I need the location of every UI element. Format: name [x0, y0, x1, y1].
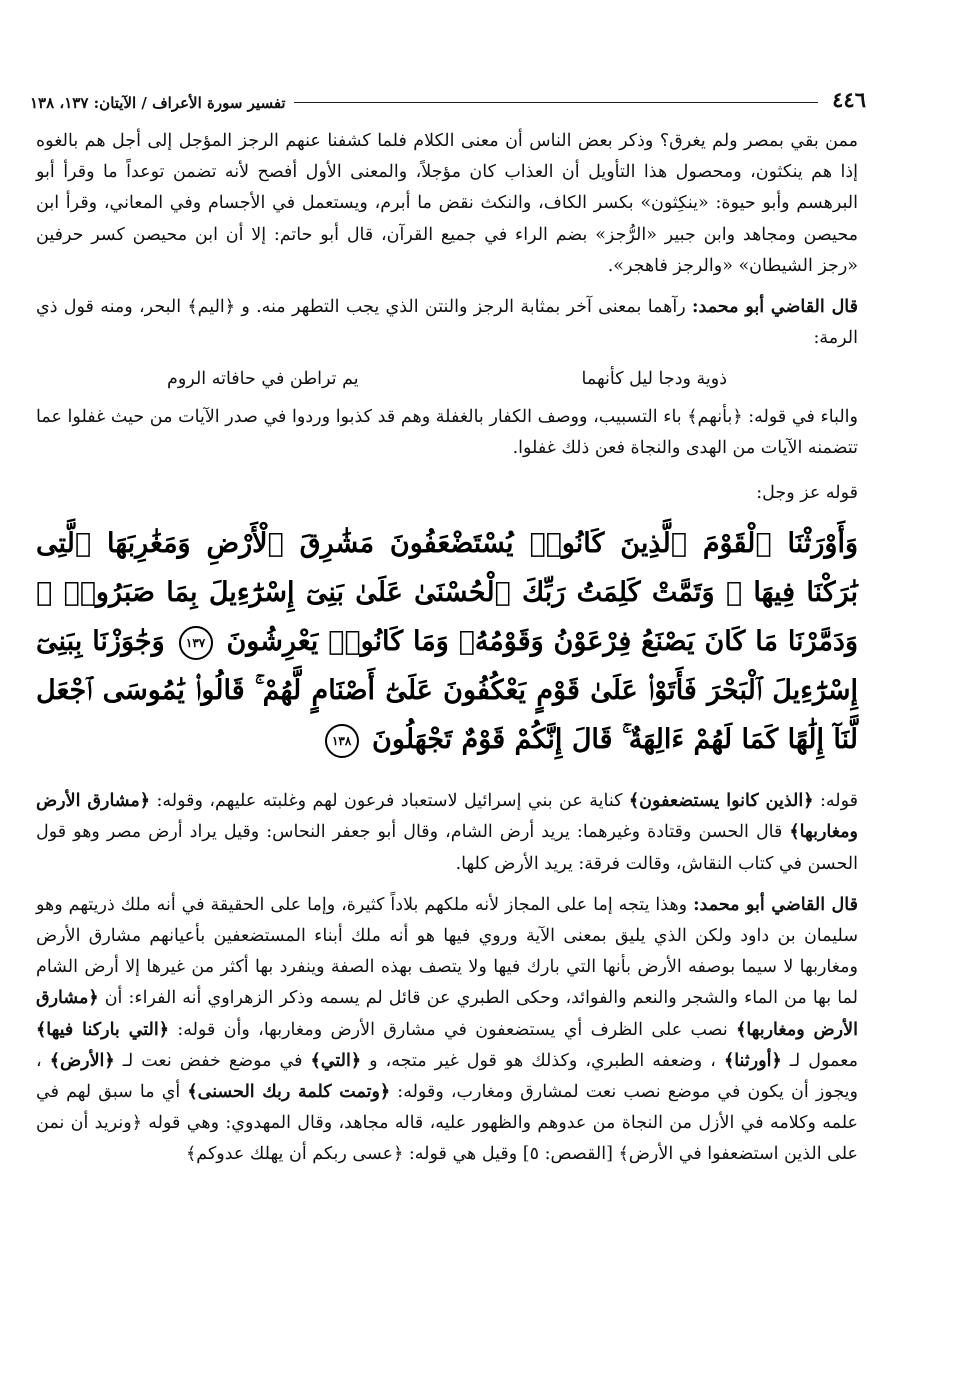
paragraph-2-text: رآهما بمعنى آخر بمثابة الرجز والنتن الذي يجب التطهر منه. و ﴿اليم﴾ البحر، ومنه قول ذي الرمة:: [36, 297, 858, 349]
page-body: [36, 126, 858, 1181]
paragraph-5: [36, 890, 858, 1171]
text-span: قال الحسن وقتادة وغيرهما: يريد أرض الشام، وقال أبو جعفر النحاس: وقيل يراد أرض مصر وهو قول الحسن في كتاب النقاش، وقالت فرقة: يريد الأرض كلها.: [36, 822, 858, 874]
quran-quote: ﴿التي﴾: [310, 1050, 362, 1071]
ayah-138-text: وَجَٰوَزْنَا بِبَنِىٓ إِسْرَٰٓءِيلَ ٱلْبَحْرَ فَأَتَوْا۟ عَلَىٰ قَوْمٍ يَعْكُفُونَ عَلَىٰٓ أَصْنَامٍ لَّهُمْ ۚ قَالُوا۟ يَٰمُوسَى ٱجْعَل لَّنَآ إِلَٰهًا كَمَا لَهُمْ ءَالِهَةٌ ۚ قَالَ إِنَّكُمْ قَوْمٌ تَجْهَلُونَ: [36, 626, 858, 756]
running-header: [30, 82, 866, 112]
quran-intro: قوله عز وجل:: [756, 483, 858, 504]
page-number: ٤٤٦: [832, 87, 866, 112]
text-span: أي ما سبق لهم في علمه وكلامه في الأزل من النجاة من عدوهم والظهور عليه، قاله مجاهد، وقال المهدوي: وهي قوله ﴿ونريد أن نمن على الذين استضعفوا في الأرض﴾ [القصص: ٥] وقيل هي قوله: ﴿عسى ربكم أن يهلك عدوكم﴾: [36, 1082, 858, 1165]
paragraph-4: [36, 786, 858, 880]
header-rule: [294, 102, 819, 103]
text-span: نصب على الظرف أي يستضعفون في مشارق الأرض ومغاربها، وأن قوله:: [177, 1019, 728, 1040]
ayah-number-137: ١٣٧: [179, 626, 213, 660]
ayah-137-text: وَأَوْرَثْنَا ٱلْقَوْمَ ٱلَّذِينَ كَانُوا۟ يُسْتَضْعَفُونَ مَشَٰرِقَ ٱلْأَرْضِ وَمَغَٰرِبَهَا ٱلَّتِى بَٰرَكْنَا فِيهَا ۖ وَتَمَّتْ كَلِمَتُ رَبِّكَ ٱلْحُسْنَىٰ عَلَىٰ بَنِىٓ إِسْرَٰٓءِيلَ بِمَا صَبَرُوا۟ ۖ وَدَمَّرْنَا مَا كَانَ يَصْنَعُ فِرْعَوْنُ وَقَوْمُهُۥ وَمَا كَانُوا۟ يَعْرِشُونَ: [36, 528, 858, 658]
paragraph-1: ممن بقي بمصر ولم يغرق؟ وذكر بعض الناس أن معنى الكلام فلما كشفنا عنهم الرجز المؤجل إلى أجل هم بالغوه إذا هم ينكثون، ومحصول هذا التأويل أن العذاب كان مؤجلاً، والمعنى الأول أفصح لأنه تضمن توعداً ما وقرأ أبو البرهسم وأبو حيوة: «ينكِثون» بكسر الكاف، والنكث نقض ما أبرم، ويستعمل في الأجسام وفي المعاني، وقرأ ابن محيصن ومجاهد وابن جبير «الرُّجز» بضم الراء في جميع القرآن، قال أبو حاتم: إلا أن ابن محيصن كسر حرفين «رجز الشيطان» «والرجز فاهجر».: [36, 131, 858, 276]
quran-quote: ﴿مشارق الأرض ومغاربها﴾: [36, 988, 858, 1040]
running-title: تفسير سورة الأعراف / الآيتان: ١٣٧، ١٣٨: [30, 94, 286, 112]
text-span: كناية عن بني إسرائيل لاستعباد فرعون لهم وغلبته عليهم، وقوله:: [156, 791, 623, 812]
quran-quote: ﴿الذين كانوا يستضعفون﴾: [628, 791, 814, 812]
paragraph-2: [36, 292, 858, 354]
verse-hemistich-2: يم تراطن في حافاته الروم: [167, 369, 359, 390]
text-span: معمول لـ: [789, 1050, 858, 1071]
text-span: وهذا يتجه إما على المجاز لأنه ملكهم بلاداً كثيرة، وإما على الحقيقة في أنه ملك ذريتهم وهو سليمان بن داود ولكن الذي يليق بمعنى الآية وروي فيها هو أنه ملك أبناء المستضعفين بأعيانهم مشارق الأرض ومغاربها لا سيما بوصفه الأرض بأنها التي بارك فيها ولا يتصف بهذه الصفة وينفرد بها أكثر من غيرها إلا أرض الشام لما بها من الماء والشجر والنعم والفوائد، وحكى الطبري عن قائل لم يسمه وذكر الزهراوي أنه الفراء: أن: [36, 894, 858, 1009]
ayah-number-138: ١٣٨: [325, 724, 359, 758]
text-span: في موضع خفض نعت لـ: [122, 1050, 303, 1071]
text-span: ، ويجوز أن يكون في موضع نصب نعت لمشارق ومغارب، وقوله:: [36, 1050, 858, 1103]
speaker-label: قال القاضي أبو محمد:: [693, 894, 858, 915]
quran-text: [36, 519, 858, 764]
paragraph-3: والباء في قوله: ﴿بأنهم﴾ باء التسبيب، ووصف الكفار بالغفلة وهم قد كذبوا وردوا في صدر الآيات من حيث غفلوا عما تتضمنه الآيات من الهدى والنجاة فعن ذلك غفلوا.: [36, 406, 858, 458]
quran-quote: ﴿التي باركنا فيها﴾: [36, 1019, 169, 1040]
speaker-label: قال القاضي أبو محمد:: [692, 297, 858, 318]
poetry-verse: [167, 364, 727, 395]
verse-hemistich-1: ذوية ودجا ليل كأنهما: [581, 369, 727, 390]
quran-quote: ﴿أورثنا﴾: [723, 1050, 782, 1071]
quran-quote: ﴿الأرض﴾: [49, 1050, 115, 1071]
quran-quote: ﴿مشارق الأرض ومغاربها﴾: [36, 791, 858, 843]
quran-quote: ﴿وتمت كلمة ربك الحسنى﴾: [187, 1082, 391, 1103]
text-span: ، وضعفه الطبري، وكذلك هو قول غير متجه، و: [369, 1050, 716, 1071]
text-span: قوله:: [819, 791, 858, 812]
